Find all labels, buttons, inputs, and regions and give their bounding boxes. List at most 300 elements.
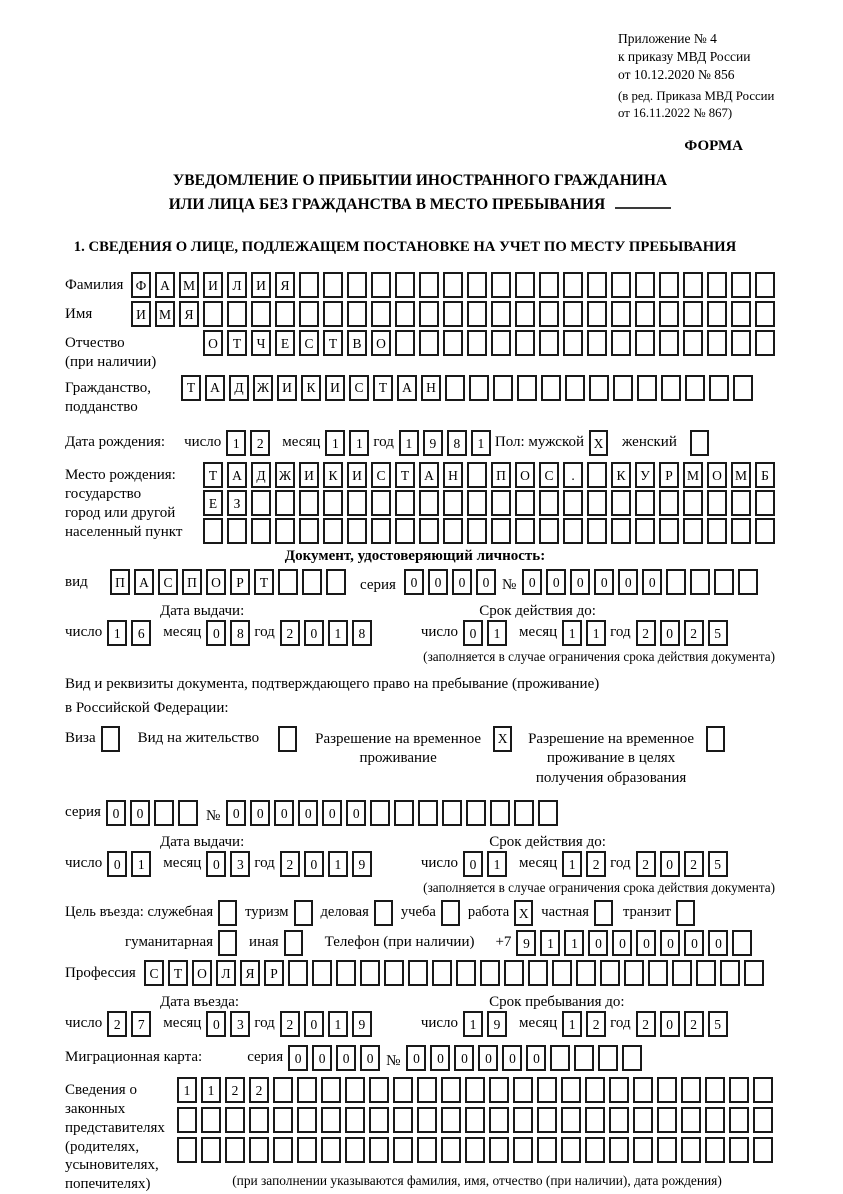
- char-cell[interactable]: [480, 960, 500, 986]
- char-cell[interactable]: [489, 1077, 509, 1103]
- char-cell[interactable]: А: [227, 462, 247, 488]
- char-cell[interactable]: 2: [636, 851, 656, 877]
- sex-male-checkbox[interactable]: X: [589, 430, 608, 456]
- char-cell[interactable]: [561, 1137, 581, 1163]
- char-cell[interactable]: [299, 301, 319, 327]
- char-cell[interactable]: [201, 1107, 221, 1133]
- char-cell[interactable]: [467, 518, 487, 544]
- char-cell[interactable]: [635, 490, 655, 516]
- char-cell[interactable]: [489, 1107, 509, 1133]
- char-cell[interactable]: [467, 462, 487, 488]
- char-cell[interactable]: [635, 272, 655, 298]
- char-cell[interactable]: [504, 960, 524, 986]
- char-cell[interactable]: [755, 301, 775, 327]
- char-cell[interactable]: 1: [325, 430, 345, 456]
- char-cell[interactable]: [696, 960, 716, 986]
- char-cell[interactable]: Р: [659, 462, 679, 488]
- char-cell[interactable]: [541, 375, 561, 401]
- char-cell[interactable]: [384, 960, 404, 986]
- char-cell[interactable]: [561, 1107, 581, 1133]
- char-cell[interactable]: 2: [280, 851, 300, 877]
- char-cell[interactable]: 0: [684, 930, 704, 956]
- char-cell[interactable]: [681, 1077, 701, 1103]
- char-cell[interactable]: 0: [428, 569, 448, 595]
- char-cell[interactable]: [408, 960, 428, 986]
- char-cell[interactable]: 0: [106, 800, 126, 826]
- char-cell[interactable]: [371, 301, 391, 327]
- char-cell[interactable]: Е: [275, 330, 295, 356]
- char-cell[interactable]: [370, 800, 390, 826]
- char-cell[interactable]: 9: [352, 851, 372, 877]
- char-cell[interactable]: [323, 301, 343, 327]
- char-cell[interactable]: 2: [636, 620, 656, 646]
- char-cell[interactable]: 0: [322, 800, 342, 826]
- char-cell[interactable]: 0: [660, 930, 680, 956]
- char-cell[interactable]: [227, 518, 247, 544]
- char-cell[interactable]: [443, 330, 463, 356]
- char-cell[interactable]: [489, 1137, 509, 1163]
- char-cell[interactable]: Т: [395, 462, 415, 488]
- char-cell[interactable]: [731, 490, 751, 516]
- char-cell[interactable]: 0: [406, 1045, 426, 1071]
- char-cell[interactable]: [537, 1107, 557, 1133]
- char-cell[interactable]: [683, 330, 703, 356]
- char-cell[interactable]: [707, 490, 727, 516]
- char-cell[interactable]: [755, 330, 775, 356]
- char-cell[interactable]: 1: [562, 851, 582, 877]
- char-cell[interactable]: 8: [447, 430, 467, 456]
- char-cell[interactable]: [225, 1107, 245, 1133]
- char-cell[interactable]: [321, 1107, 341, 1133]
- char-cell[interactable]: [395, 330, 415, 356]
- char-cell[interactable]: [419, 330, 439, 356]
- char-cell[interactable]: 0: [463, 851, 483, 877]
- char-cell[interactable]: 0: [274, 800, 294, 826]
- char-cell[interactable]: [755, 490, 775, 516]
- char-cell[interactable]: [635, 330, 655, 356]
- char-cell[interactable]: 2: [225, 1077, 245, 1103]
- char-cell[interactable]: [297, 1077, 317, 1103]
- char-cell[interactable]: [714, 569, 734, 595]
- char-cell[interactable]: [312, 960, 332, 986]
- char-cell[interactable]: [574, 1045, 594, 1071]
- char-cell[interactable]: К: [301, 375, 321, 401]
- char-cell[interactable]: [443, 301, 463, 327]
- char-cell[interactable]: С: [371, 462, 391, 488]
- char-cell[interactable]: Н: [421, 375, 441, 401]
- char-cell[interactable]: 1: [564, 930, 584, 956]
- char-cell[interactable]: 0: [708, 930, 728, 956]
- char-cell[interactable]: 0: [130, 800, 150, 826]
- char-cell[interactable]: 0: [206, 851, 226, 877]
- char-cell[interactable]: [469, 375, 489, 401]
- char-cell[interactable]: [633, 1137, 653, 1163]
- char-cell[interactable]: [731, 518, 751, 544]
- char-cell[interactable]: О: [203, 330, 223, 356]
- char-cell[interactable]: [345, 1107, 365, 1133]
- char-cell[interactable]: К: [323, 462, 343, 488]
- char-cell[interactable]: [395, 272, 415, 298]
- char-cell[interactable]: Т: [373, 375, 393, 401]
- char-cell[interactable]: [467, 330, 487, 356]
- char-cell[interactable]: [659, 490, 679, 516]
- char-cell[interactable]: 1: [177, 1077, 197, 1103]
- char-cell[interactable]: [515, 272, 535, 298]
- char-cell[interactable]: [203, 301, 223, 327]
- char-cell[interactable]: 1: [540, 930, 560, 956]
- char-cell[interactable]: [443, 490, 463, 516]
- char-cell[interactable]: [441, 1077, 461, 1103]
- char-cell[interactable]: [539, 301, 559, 327]
- char-cell[interactable]: [637, 375, 657, 401]
- char-cell[interactable]: И: [251, 272, 271, 298]
- char-cell[interactable]: [528, 960, 548, 986]
- char-cell[interactable]: Л: [216, 960, 236, 986]
- char-cell[interactable]: [611, 301, 631, 327]
- purpose-business-checkbox[interactable]: [374, 900, 393, 926]
- char-cell[interactable]: [251, 518, 271, 544]
- char-cell[interactable]: 1: [226, 430, 246, 456]
- char-cell[interactable]: И: [325, 375, 345, 401]
- char-cell[interactable]: 8: [230, 620, 250, 646]
- char-cell[interactable]: [491, 330, 511, 356]
- char-cell[interactable]: [731, 301, 751, 327]
- char-cell[interactable]: [657, 1107, 677, 1133]
- char-cell[interactable]: И: [277, 375, 297, 401]
- char-cell[interactable]: [513, 1077, 533, 1103]
- char-cell[interactable]: [729, 1107, 749, 1133]
- char-cell[interactable]: [393, 1077, 413, 1103]
- char-cell[interactable]: [419, 301, 439, 327]
- char-cell[interactable]: [744, 960, 764, 986]
- char-cell[interactable]: 0: [522, 569, 542, 595]
- char-cell[interactable]: [738, 569, 758, 595]
- char-cell[interactable]: [539, 272, 559, 298]
- char-cell[interactable]: [227, 301, 247, 327]
- char-cell[interactable]: [611, 272, 631, 298]
- char-cell[interactable]: [657, 1077, 677, 1103]
- char-cell[interactable]: [178, 800, 198, 826]
- char-cell[interactable]: [278, 569, 298, 595]
- char-cell[interactable]: 2: [586, 1011, 606, 1037]
- char-cell[interactable]: 9: [352, 1011, 372, 1037]
- char-cell[interactable]: [563, 518, 583, 544]
- char-cell[interactable]: [154, 800, 174, 826]
- char-cell[interactable]: Ч: [251, 330, 271, 356]
- char-cell[interactable]: [443, 272, 463, 298]
- char-cell[interactable]: [491, 490, 511, 516]
- char-cell[interactable]: [394, 800, 414, 826]
- char-cell[interactable]: 1: [349, 430, 369, 456]
- char-cell[interactable]: 0: [660, 851, 680, 877]
- char-cell[interactable]: 0: [588, 930, 608, 956]
- char-cell[interactable]: [302, 569, 322, 595]
- char-cell[interactable]: [514, 800, 534, 826]
- char-cell[interactable]: З: [227, 490, 247, 516]
- char-cell[interactable]: А: [205, 375, 225, 401]
- char-cell[interactable]: [515, 518, 535, 544]
- char-cell[interactable]: [442, 800, 462, 826]
- char-cell[interactable]: [515, 301, 535, 327]
- char-cell[interactable]: 0: [430, 1045, 450, 1071]
- char-cell[interactable]: [347, 518, 367, 544]
- char-cell[interactable]: Я: [240, 960, 260, 986]
- char-cell[interactable]: С: [539, 462, 559, 488]
- char-cell[interactable]: [609, 1107, 629, 1133]
- char-cell[interactable]: 1: [399, 430, 419, 456]
- char-cell[interactable]: [565, 375, 585, 401]
- char-cell[interactable]: Б: [755, 462, 775, 488]
- char-cell[interactable]: [395, 301, 415, 327]
- char-cell[interactable]: [275, 518, 295, 544]
- char-cell[interactable]: [456, 960, 476, 986]
- char-cell[interactable]: 9: [487, 1011, 507, 1037]
- char-cell[interactable]: 5: [708, 1011, 728, 1037]
- char-cell[interactable]: [600, 960, 620, 986]
- char-cell[interactable]: 0: [452, 569, 472, 595]
- char-cell[interactable]: [538, 800, 558, 826]
- purpose-humanitarian-checkbox[interactable]: [218, 930, 237, 956]
- char-cell[interactable]: [683, 490, 703, 516]
- char-cell[interactable]: 2: [249, 1077, 269, 1103]
- char-cell[interactable]: [201, 1137, 221, 1163]
- char-cell[interactable]: О: [707, 462, 727, 488]
- char-cell[interactable]: [563, 301, 583, 327]
- char-cell[interactable]: [666, 569, 686, 595]
- char-cell[interactable]: 0: [594, 569, 614, 595]
- char-cell[interactable]: [598, 1045, 618, 1071]
- char-cell[interactable]: 2: [280, 620, 300, 646]
- char-cell[interactable]: [395, 490, 415, 516]
- char-cell[interactable]: [417, 1107, 437, 1133]
- char-cell[interactable]: В: [347, 330, 367, 356]
- char-cell[interactable]: [299, 490, 319, 516]
- purpose-work-checkbox[interactable]: X: [514, 900, 533, 926]
- char-cell[interactable]: [441, 1137, 461, 1163]
- char-cell[interactable]: [659, 518, 679, 544]
- char-cell[interactable]: 0: [250, 800, 270, 826]
- char-cell[interactable]: [585, 1137, 605, 1163]
- char-cell[interactable]: [705, 1107, 725, 1133]
- char-cell[interactable]: 0: [298, 800, 318, 826]
- char-cell[interactable]: О: [371, 330, 391, 356]
- char-cell[interactable]: [323, 272, 343, 298]
- char-cell[interactable]: А: [397, 375, 417, 401]
- residence-permit-checkbox[interactable]: [278, 726, 297, 752]
- char-cell[interactable]: [445, 375, 465, 401]
- char-cell[interactable]: А: [155, 272, 175, 298]
- char-cell[interactable]: [707, 518, 727, 544]
- char-cell[interactable]: С: [158, 569, 178, 595]
- char-cell[interactable]: [177, 1137, 197, 1163]
- char-cell[interactable]: [731, 330, 751, 356]
- char-cell[interactable]: [690, 569, 710, 595]
- char-cell[interactable]: 7: [131, 1011, 151, 1037]
- char-cell[interactable]: [622, 1045, 642, 1071]
- char-cell[interactable]: [681, 1137, 701, 1163]
- char-cell[interactable]: [537, 1137, 557, 1163]
- char-cell[interactable]: [371, 272, 391, 298]
- char-cell[interactable]: [755, 272, 775, 298]
- char-cell[interactable]: [672, 960, 692, 986]
- char-cell[interactable]: [443, 518, 463, 544]
- char-cell[interactable]: 5: [708, 851, 728, 877]
- char-cell[interactable]: К: [611, 462, 631, 488]
- char-cell[interactable]: [465, 1137, 485, 1163]
- char-cell[interactable]: [336, 960, 356, 986]
- char-cell[interactable]: [624, 960, 644, 986]
- char-cell[interactable]: [563, 490, 583, 516]
- sex-female-checkbox[interactable]: [690, 430, 709, 456]
- char-cell[interactable]: [611, 490, 631, 516]
- char-cell[interactable]: [493, 375, 513, 401]
- char-cell[interactable]: [609, 1077, 629, 1103]
- char-cell[interactable]: [393, 1137, 413, 1163]
- char-cell[interactable]: Н: [443, 462, 463, 488]
- purpose-official-checkbox[interactable]: [218, 900, 237, 926]
- char-cell[interactable]: 2: [107, 1011, 127, 1037]
- char-cell[interactable]: [347, 490, 367, 516]
- char-cell[interactable]: [563, 272, 583, 298]
- char-cell[interactable]: [753, 1107, 773, 1133]
- char-cell[interactable]: [729, 1077, 749, 1103]
- char-cell[interactable]: А: [419, 462, 439, 488]
- char-cell[interactable]: 5: [708, 620, 728, 646]
- char-cell[interactable]: 1: [328, 620, 348, 646]
- char-cell[interactable]: [587, 490, 607, 516]
- char-cell[interactable]: 1: [328, 851, 348, 877]
- char-cell[interactable]: [609, 1137, 629, 1163]
- char-cell[interactable]: [550, 1045, 570, 1071]
- char-cell[interactable]: П: [182, 569, 202, 595]
- char-cell[interactable]: [299, 518, 319, 544]
- char-cell[interactable]: 1: [487, 620, 507, 646]
- char-cell[interactable]: [681, 1107, 701, 1133]
- char-cell[interactable]: [432, 960, 452, 986]
- char-cell[interactable]: [297, 1137, 317, 1163]
- visa-checkbox[interactable]: [101, 726, 120, 752]
- char-cell[interactable]: [321, 1137, 341, 1163]
- char-cell[interactable]: С: [144, 960, 164, 986]
- char-cell[interactable]: 0: [304, 1011, 324, 1037]
- char-cell[interactable]: Т: [227, 330, 247, 356]
- char-cell[interactable]: М: [179, 272, 199, 298]
- char-cell[interactable]: Л: [227, 272, 247, 298]
- char-cell[interactable]: [465, 1077, 485, 1103]
- char-cell[interactable]: [371, 490, 391, 516]
- char-cell[interactable]: 1: [131, 851, 151, 877]
- char-cell[interactable]: [323, 518, 343, 544]
- char-cell[interactable]: [635, 301, 655, 327]
- char-cell[interactable]: 0: [226, 800, 246, 826]
- char-cell[interactable]: 0: [476, 569, 496, 595]
- char-cell[interactable]: 0: [636, 930, 656, 956]
- char-cell[interactable]: [288, 960, 308, 986]
- char-cell[interactable]: О: [515, 462, 535, 488]
- char-cell[interactable]: [467, 301, 487, 327]
- char-cell[interactable]: [273, 1077, 293, 1103]
- char-cell[interactable]: [395, 518, 415, 544]
- char-cell[interactable]: [419, 518, 439, 544]
- char-cell[interactable]: [251, 301, 271, 327]
- char-cell[interactable]: 0: [304, 620, 324, 646]
- char-cell[interactable]: [491, 301, 511, 327]
- char-cell[interactable]: 0: [546, 569, 566, 595]
- char-cell[interactable]: [360, 960, 380, 986]
- char-cell[interactable]: [552, 960, 572, 986]
- char-cell[interactable]: 1: [586, 620, 606, 646]
- char-cell[interactable]: [345, 1077, 365, 1103]
- char-cell[interactable]: [490, 800, 510, 826]
- char-cell[interactable]: [707, 330, 727, 356]
- char-cell[interactable]: [537, 1077, 557, 1103]
- char-cell[interactable]: [203, 518, 223, 544]
- char-cell[interactable]: М: [683, 462, 703, 488]
- char-cell[interactable]: Т: [254, 569, 274, 595]
- char-cell[interactable]: [321, 1077, 341, 1103]
- char-cell[interactable]: Я: [275, 272, 295, 298]
- char-cell[interactable]: 0: [478, 1045, 498, 1071]
- char-cell[interactable]: [585, 1107, 605, 1133]
- char-cell[interactable]: [513, 1137, 533, 1163]
- char-cell[interactable]: [275, 301, 295, 327]
- char-cell[interactable]: Р: [230, 569, 250, 595]
- char-cell[interactable]: 2: [636, 1011, 656, 1037]
- char-cell[interactable]: Т: [323, 330, 343, 356]
- char-cell[interactable]: [491, 518, 511, 544]
- char-cell[interactable]: [347, 272, 367, 298]
- char-cell[interactable]: [369, 1107, 389, 1133]
- char-cell[interactable]: 1: [328, 1011, 348, 1037]
- char-cell[interactable]: [683, 301, 703, 327]
- char-cell[interactable]: 0: [526, 1045, 546, 1071]
- char-cell[interactable]: [249, 1107, 269, 1133]
- char-cell[interactable]: [657, 1137, 677, 1163]
- char-cell[interactable]: [753, 1077, 773, 1103]
- char-cell[interactable]: 0: [642, 569, 662, 595]
- char-cell[interactable]: [732, 930, 752, 956]
- char-cell[interactable]: [345, 1137, 365, 1163]
- char-cell[interactable]: [491, 272, 511, 298]
- char-cell[interactable]: [709, 375, 729, 401]
- char-cell[interactable]: [251, 490, 271, 516]
- char-cell[interactable]: [177, 1107, 197, 1133]
- char-cell[interactable]: [369, 1137, 389, 1163]
- char-cell[interactable]: [273, 1107, 293, 1133]
- char-cell[interactable]: [539, 330, 559, 356]
- char-cell[interactable]: [369, 1077, 389, 1103]
- purpose-study-checkbox[interactable]: [441, 900, 460, 926]
- char-cell[interactable]: [371, 518, 391, 544]
- char-cell[interactable]: [417, 1077, 437, 1103]
- char-cell[interactable]: О: [192, 960, 212, 986]
- char-cell[interactable]: [323, 490, 343, 516]
- char-cell[interactable]: [613, 375, 633, 401]
- char-cell[interactable]: 2: [586, 851, 606, 877]
- char-cell[interactable]: 0: [502, 1045, 522, 1071]
- char-cell[interactable]: [587, 518, 607, 544]
- purpose-transit-checkbox[interactable]: [676, 900, 695, 926]
- char-cell[interactable]: [587, 272, 607, 298]
- char-cell[interactable]: 0: [404, 569, 424, 595]
- char-cell[interactable]: [419, 272, 439, 298]
- char-cell[interactable]: 6: [131, 620, 151, 646]
- purpose-private-checkbox[interactable]: [594, 900, 613, 926]
- char-cell[interactable]: [587, 330, 607, 356]
- char-cell[interactable]: [249, 1137, 269, 1163]
- char-cell[interactable]: [467, 272, 487, 298]
- char-cell[interactable]: 0: [304, 851, 324, 877]
